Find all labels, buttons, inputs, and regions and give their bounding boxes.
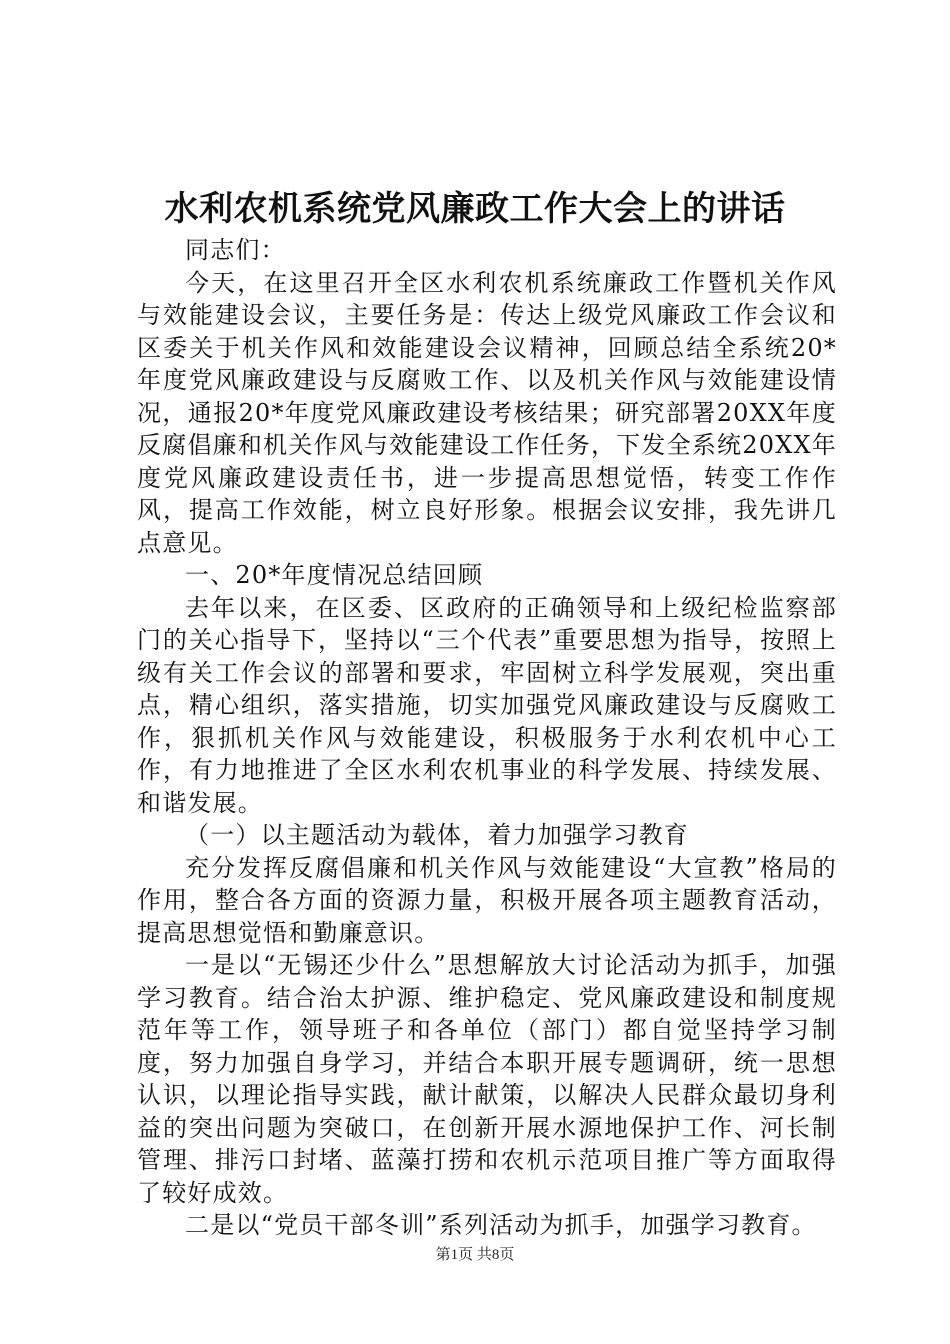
page-number-footer: 第1页 共8页: [435, 1247, 515, 1263]
body-paragraph: 一是以“无锡还少什么”思想解放大讨论活动为抓手，加强学习教育。结合治太护源、维护稳定、党风廉政建设和制度规范年等工作，领导班子和各单位（部门）都自觉坚持学习制度，努力加强自身学习，并结合本职开展专题调研，统一思想认识，以理论指导实践，献计献策，以解决人民群众最切身利益的突出问题为突破口，在创新开展水源地保护工作、河长制管理、排污口封堵、蓝藻打捞和农机示范项目推广等方面取得了较好成效。: [137, 951, 837, 1207]
body-paragraph: 二是以“党员干部冬训”系列活动为抓手，加强学习教育。: [185, 1211, 817, 1239]
section-heading: 一、20*年度情况总结回顾: [185, 561, 484, 589]
body-paragraph: 充分发挥反腐倡廉和机关作风与效能建设“大宣教”格局的作用，整合各方面的资源力量，积极开展各项主题教育活动，提高思想觉悟和勤廉意识。: [137, 853, 837, 947]
document-title: 水利农机系统党风廉政工作大会上的讲话: [164, 189, 786, 229]
salutation-paragraph: 同志们：: [185, 236, 286, 264]
document-body: [137, 234, 837, 1242]
body-paragraph: 去年以来，在区委、区政府的正确领导和上级纪检监察部门的关心指导下，坚持以“三个代表”重要思想为指导，按照上级有关工作会议的部署和要求，牢固树立科学发展观，突出重点，精心组织，落实措施，切实加强党风廉政建设与反腐败工作，狠抓机关作风与效能建设，积极服务于水利农机中心工作，有力地推进了全区水利农机事业的科学发展、持续发展、和谐发展。: [137, 593, 837, 817]
subsection-heading: （一）以主题活动为载体，着力加强学习教育: [185, 821, 689, 849]
body-paragraph: 今天，在这里召开全区水利农机系统廉政工作暨机关作风与效能建设会议，主要任务是：传达上级党风廉政工作会议和区委关于机关作风和效能建设会议精神，回顾总结全系统20*年度党风廉政建设与反腐败工作、以及机关作风与效能建设情况，通报20*年度党风廉政建设考核结果；研究部署20XX年度反腐倡廉和机关作风与效能建设工作任务，下发全系统20XX年度党风廉政建设责任书，进一步提高思想觉悟，转变工作作风，提高工作效能，树立良好形象。根据会议安排，我先讲几点意见。: [137, 268, 837, 557]
